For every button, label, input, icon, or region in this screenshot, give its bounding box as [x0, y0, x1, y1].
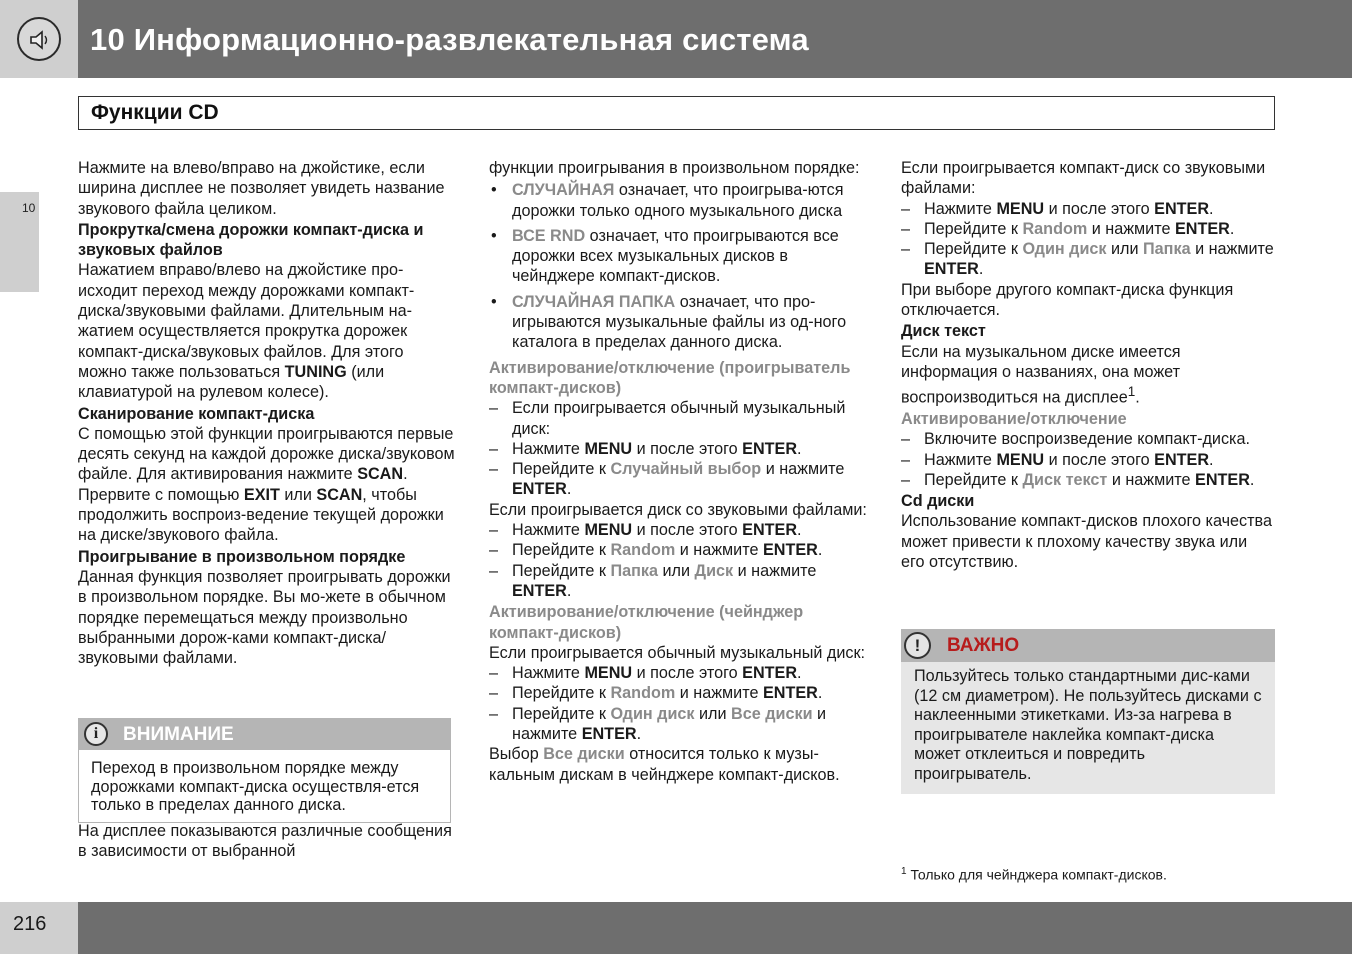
chapter-tab — [0, 192, 39, 292]
paragraph: Нажатием вправо/влево на джойстике про-исходит переход между дорожками компакт-диска/звуковыми файлами. Длительным на-жатием осуществляется прокрутка дорожек компакт-диска/звуковых файлов. Для этого можно также пользоваться TUNING (или клавиатурой на рулевом колесе). — [78, 261, 415, 402]
paragraph: Нажмите на влево/вправо на джойстике, если ширина дисплее не позволяет увидеть название звукового файла целиком. — [78, 159, 445, 218]
bullet-list — [489, 180, 869, 352]
list-item: – Нажмите MENU и после этого ENTER. — [489, 663, 869, 683]
list-item: – Нажмите MENU и после этого ENTER. — [489, 520, 869, 540]
column-2 — [489, 158, 869, 785]
exclamation-icon: ! — [904, 632, 931, 659]
paragraph: Если проигрывается диск со звуковыми файлами: — [489, 500, 867, 519]
list-item: – Если проигрывается обычный музыкальный диск: — [489, 398, 869, 439]
list-item: – Перейдите к Папка или Диск и нажмите ENTER. — [489, 561, 869, 602]
dash-list — [489, 520, 869, 601]
paragraph: При выборе другого компакт-диска функция отключается. — [901, 280, 1234, 320]
heading-cd-discs: Cd диски — [901, 492, 975, 511]
heading-disc-text: Диск текст — [901, 322, 986, 341]
heading-random: Проигрывание в произвольном порядке — [78, 547, 406, 566]
paragraph: Если проигрывается компакт-диск со звуковыми файлами: — [901, 159, 1266, 198]
note-box — [78, 718, 451, 823]
paragraph: Выбор Все диски относится только к музы-кальным дискам в чейнджере компакт-дисков. — [489, 745, 840, 784]
warning-header — [901, 629, 1275, 662]
dash-list — [901, 429, 1275, 490]
paragraph: функции проигрывания в произвольном порядке: — [489, 159, 860, 177]
paragraph: Если проигрывается обычный музыкальный диск: — [489, 643, 866, 662]
column-3 — [901, 158, 1275, 572]
heading-scan: Сканирование компакт-диска — [78, 404, 315, 423]
list-item: • СЛУЧАЙНАЯ означает, что проигрыва-ются дорожки только одного музыкального диска — [489, 180, 869, 221]
dash-list — [901, 199, 1275, 280]
heading-activation: Активирование/отключение — [901, 409, 1127, 428]
page-number: 216 — [13, 913, 47, 935]
note-header — [79, 719, 450, 750]
heading-scroll: Прокрутка/смена дорожки компакт-диска и звуковых файлов — [78, 220, 424, 260]
footnote: $^1$ Только для чейнджера компакт-дисков. — [901, 866, 1167, 883]
warning-box — [901, 629, 1275, 794]
warning-text: Пользуйтесь только стандартными дис-ками (12 см диаметром). Не пользуйтесь дисками с наклеенными этикетками. Из-за нагрева в проигрывателе наклейка компакт-диска может отклеиться и повредить проигрыватель. — [914, 667, 1262, 783]
chapter-icon-box — [0, 0, 78, 78]
heading-activation-changer: Активирование/отключение (чейнджер компакт-дисков) — [489, 603, 804, 642]
footer-bar — [78, 902, 1352, 954]
list-item: – Перейдите к Один диск или Папка и нажмите ENTER. — [901, 239, 1275, 280]
list-item: • СЛУЧАЙНАЯ ПАПКА означает, что про-игрываются музыкальные файлы из од-ного каталога в пределах данного диска. — [489, 292, 869, 353]
list-item: – Перейдите к Случайный выбор и нажмите ENTER. — [489, 459, 869, 500]
list-item: – Нажмите MENU и после этого ENTER. — [901, 450, 1275, 470]
list-item: – Нажмите MENU и после этого ENTER. — [901, 199, 1275, 219]
paragraph: С помощью этой функции проигрываются первые десять секунд на каждой дорожке диска/звуковом файле. Для активирования нажмите SCAN. Прервите с помощью EXIT или SCAN, чтобы продолжить воспроиз-ведение текущей дорожки на диске/звукового файла. — [78, 424, 455, 545]
list-item: – Нажмите MENU и после этого ENTER. — [489, 439, 869, 459]
chapter-tab-label: 10 — [22, 201, 36, 215]
list-item: – Перейдите к Диск текст и нажмите ENTER. — [901, 470, 1275, 490]
paragraph: Данная функция позволяет проигрывать дорожки в произвольном порядке. Вы мо-жете в обычном порядке перемещаться между произвольно выбранными дорож-ками компакт-диска/звуковыми файлами. — [78, 567, 451, 668]
list-item: – Перейдите к Random и нажмите ENTER. — [901, 219, 1275, 239]
section-title: Функции CD — [91, 101, 219, 124]
chapter-title: 10 Информационно-развлекательная система — [90, 22, 809, 57]
dash-list — [489, 398, 869, 499]
paragraph: На дисплее показываются различные сообщения в зависимости от выбранной — [78, 822, 452, 861]
paragraph: Использование компакт-дисков плохого качества может привести к плохому качеству звука или его отсутствию. — [901, 512, 1272, 572]
list-item: – Перейдите к Random и нажмите ENTER. — [489, 540, 869, 560]
paragraph: Если на музыкальном диске имеется информация о названиях, она может воспроизводиться на дисплее$^1$. — [901, 342, 1181, 407]
dash-list — [489, 663, 869, 744]
heading-activation-player: Активирование/отключение (проигрыватель компакт-дисков) — [489, 358, 851, 397]
page-number-box — [0, 902, 78, 954]
speaker-icon — [17, 17, 61, 61]
warning-label: ВАЖНО — [947, 635, 1020, 656]
note-text: Переход в произвольном порядке между дорожками компакт-диска осуществля-ется только в пределах данного диска. — [91, 759, 420, 814]
info-icon: i — [84, 722, 108, 746]
list-item: • ВСЕ RND означает, что проигрываются все дорожки всех музыкальных дисков в чейнджере компакт-дисков. — [489, 226, 869, 287]
list-item: – Включите воспроизведение компакт-диска. — [901, 429, 1275, 449]
section-header — [78, 96, 1275, 130]
list-item: – Перейдите к Random и нажмите ENTER. — [489, 683, 869, 703]
list-item: – Перейдите к Один диск или Все диски и нажмите ENTER. — [489, 704, 869, 745]
note-label: ВНИМАНИЕ — [123, 724, 234, 745]
column-1 — [78, 158, 456, 668]
